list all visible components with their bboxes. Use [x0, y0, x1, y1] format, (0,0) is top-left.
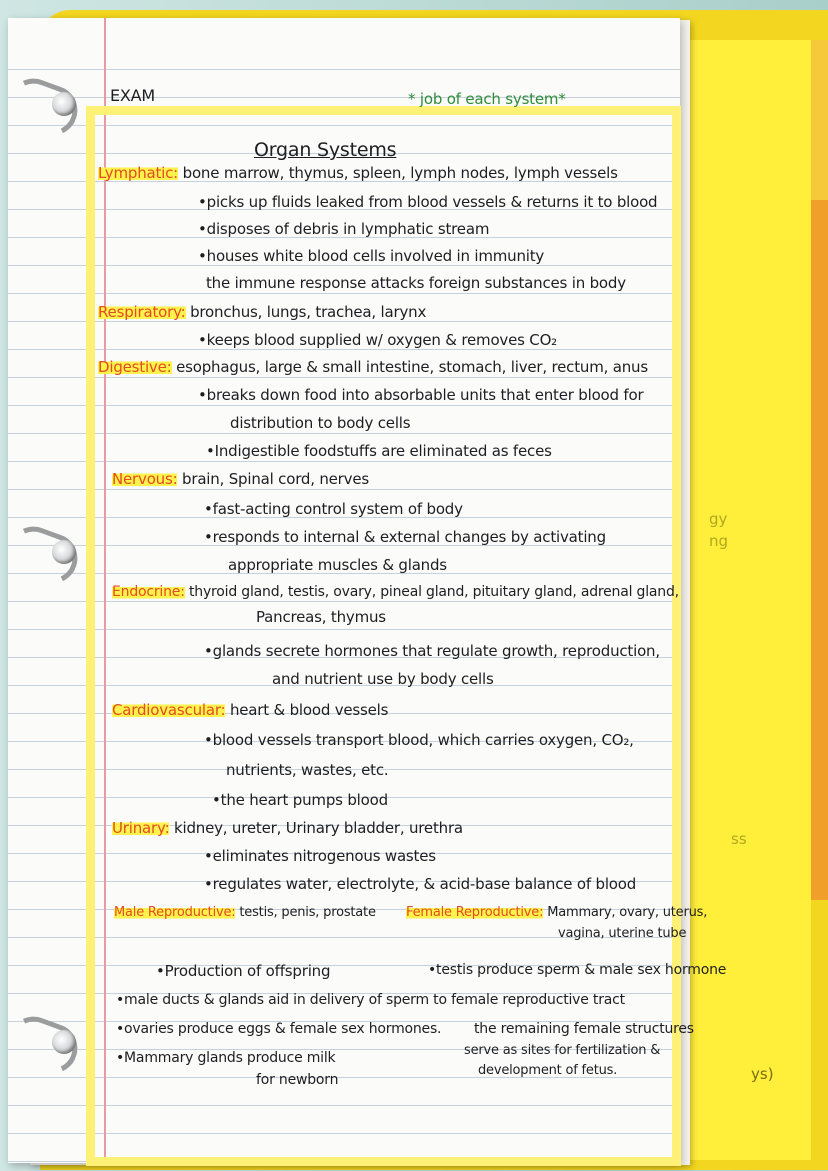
list-item: •fast-acting control system of body — [204, 500, 463, 518]
background-fragment: ng — [709, 532, 729, 550]
list-item: •Indigestible foodstuffs are eliminated as feces — [206, 442, 552, 460]
note-top: * job of each system* — [408, 90, 566, 108]
list-item: •keeps blood supplied w/ oxygen & removes CO₂ — [198, 331, 557, 349]
list-item: the immune response attacks foreign substances in body — [206, 274, 626, 292]
list-item: •Mammary glands produce milk — [116, 1050, 336, 1066]
system-organs-continued: vagina, uterine tube — [558, 926, 687, 941]
list-item: serve as sites for fertilization & — [464, 1043, 661, 1058]
system-lymphatic — [98, 164, 618, 182]
system-digestive — [98, 358, 648, 376]
system-organs: kidney, ureter, Urinary bladder, urethra — [174, 819, 463, 837]
background-fragment: gy — [709, 510, 728, 528]
background-fragment: ys) — [751, 1065, 774, 1083]
system-organs: testis, penis, prostate — [239, 905, 376, 920]
list-item: •testis produce sperm & male sex hormone — [428, 962, 727, 978]
system-female-reproductive — [406, 905, 707, 920]
list-item: •eliminates nitrogenous wastes — [204, 847, 436, 865]
system-name: Respiratory: — [98, 303, 186, 321]
list-item: •disposes of debris in lymphatic stream — [198, 220, 490, 238]
system-name: Male Reproductive: — [114, 905, 236, 920]
system-male-reproductive — [114, 905, 376, 920]
background-fragment: ss — [731, 830, 747, 848]
list-item: and nutrient use by body cells — [272, 670, 494, 688]
system-endocrine — [112, 584, 679, 600]
system-respiratory — [98, 303, 426, 321]
page-title: Organ Systems — [254, 139, 397, 161]
system-organs: heart & blood vessels — [229, 701, 389, 719]
system-name: Nervous: — [112, 470, 178, 488]
binder-ring — [8, 90, 70, 118]
list-item: •the heart pumps blood — [212, 791, 388, 809]
list-item: •blood vessels transport blood, which carries oxygen, CO₂, — [204, 731, 634, 749]
list-item: •responds to internal & external changes by activating — [204, 528, 606, 546]
list-item: •Production of offspring — [156, 962, 331, 980]
system-organs: esophagus, large & small intestine, stomach, liver, rectum, anus — [176, 358, 648, 376]
system-cardiovascular — [112, 701, 388, 719]
list-item: •breaks down food into absorbable units that enter blood for — [198, 386, 644, 404]
system-organs: Mammary, ovary, uterus, — [547, 905, 708, 920]
system-name: Urinary: — [112, 819, 170, 837]
binder-ring — [8, 538, 70, 566]
system-nervous — [112, 470, 369, 488]
system-organs: brain, Spinal cord, nerves — [182, 470, 369, 488]
list-item: appropriate muscles & glands — [228, 556, 447, 574]
list-item: distribution to body cells — [230, 414, 411, 432]
list-item: development of fetus. — [478, 1063, 618, 1078]
system-name: Female Reproductive: — [406, 905, 544, 920]
system-name: Digestive: — [98, 358, 172, 376]
list-item: nutrients, wastes, etc. — [226, 761, 389, 779]
system-organs: bone marrow, thymus, spleen, lymph nodes, lymph vessels — [182, 164, 618, 182]
list-item: •houses white blood cells involved in immunity — [198, 247, 545, 265]
system-name: Cardiovascular: — [112, 701, 226, 719]
list-item: •regulates water, electrolyte, & acid-base balance of blood — [204, 875, 637, 893]
exam-label: EXAM — [110, 86, 156, 105]
list-item: •picks up fluids leaked from blood vessels & returns it to blood — [198, 193, 658, 211]
list-item: the remaining female structures — [474, 1021, 694, 1037]
list-item: •glands secrete hormones that regulate growth, reproduction, — [204, 642, 660, 660]
binder-ring — [8, 1028, 70, 1056]
system-name: Endocrine: — [112, 584, 185, 600]
list-item: •male ducts & glands aid in delivery of sperm to female reproductive tract — [116, 992, 625, 1008]
system-organs-continued: Pancreas, thymus — [256, 608, 386, 626]
system-organs: bronchus, lungs, trachea, larynx — [190, 303, 427, 321]
system-name: Lymphatic: — [98, 164, 179, 182]
list-item: for newborn — [256, 1072, 339, 1088]
system-urinary — [112, 819, 463, 837]
list-item: •ovaries produce eggs & female sex hormones. — [116, 1021, 442, 1037]
system-organs: thyroid gland, testis, ovary, pineal gland, pituitary gland, adrenal gland, — [188, 584, 679, 600]
